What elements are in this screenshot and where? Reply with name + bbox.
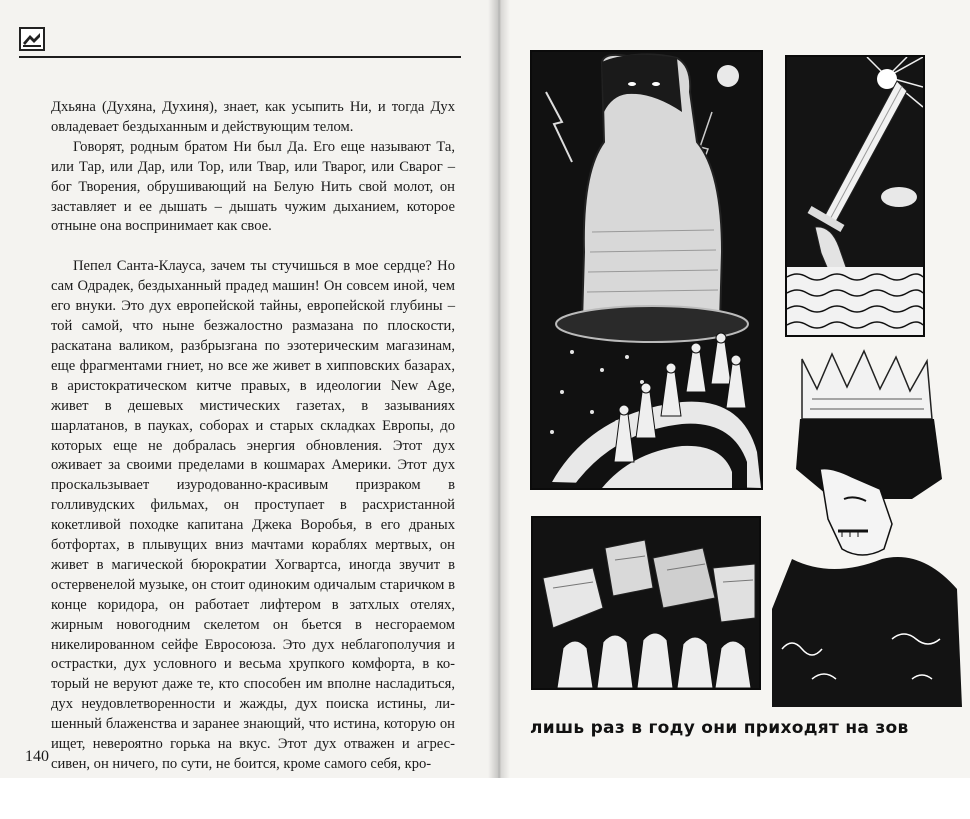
- page-number: 140: [25, 748, 49, 765]
- left-page: [0, 0, 498, 778]
- comic-panel-sword-from-sea: [785, 55, 925, 337]
- comic-art-crowned-warrior: [772, 349, 962, 707]
- background-below-book: [0, 778, 970, 819]
- paragraph: Дхьяна (Духяна, Духиня), знает, как усыпить Ни, и тогда Дух овладевает бездыханным и действующим телом.: [51, 99, 455, 135]
- comic-panel-stone-circle: [531, 516, 761, 690]
- chapter-emblem-icon: [19, 27, 45, 51]
- header-rule: [19, 56, 461, 58]
- paragraph: Пепел Санта-Клауса, зачем ты стучишься в мое сердце? Но сам Одрадек, бездыханный прадед машин! Он совсем иной, чем его внуки. Это дух европейской тайны, европейской глубины – той самой, что ныне безжалостно размазана по плоскости, раскатана валиком, разбрызгана по эзотерическим магазинам, еще фрагментами гниет, но все же живет в хипповских базарах, в аристократическом китче правых, в идеологии New Age, живет в дешевых мистических газетах, в зазываниях шарлатанов, в пауках, соборах и старых складках Европы, до которых еще не добралась энергия обновления. Этот дух оживает за своими пределами в кошмарах Америки. Этот дух проскальзывает изуродованно-красивым призраком в голливудских фильмах, он проступает в расхристанной кокетливой походке капитана Джека Воробья, в его драных ботфортах, в плывущих вниз мачтами кораблях мертвых, он живет в магической бюрократии Хогвартса, иногда звучит в остервенелой музыке, он стоит одиноким одичалым старичком в конце коридора, он работает лифтером в затхлых отелях, жирным новогодним скелетом он бьется в несгораемом никелированном сейфе Евросоюза. Это дух неблагополучия и острастки, дух условного и весьма хрупкого комфорта, в который не веруют даже те, кто способен им вполне насладиться, дух неудовлетворенности и жажды, дух поиска истины, лишенный блаженства и заранее знающий, что истина, которую он ищет, невероятно горька на вкус. Этот дух отважен и агрессивен, он ничего, по сути, не боится, кроме самого себя, кро-: [51, 258, 455, 772]
- book-gutter: [488, 0, 510, 778]
- body-text: [51, 98, 455, 775]
- comic-caption: лишь раз в году они приходят на зов: [530, 718, 909, 738]
- comic-panel-hooded-procession: [530, 50, 763, 490]
- paragraph: Говорят, родным братом Ни был Да. Его еще называют Та, или Тар, или Дар, или Тор, или Твар, или Тварог, или Сварог – бог Творения, обрушивающий на Белую Нить свой молот, он заставляет и ее дышать – дышать чужим дыханием, которое отныне она воспринимает как свое.: [51, 138, 455, 235]
